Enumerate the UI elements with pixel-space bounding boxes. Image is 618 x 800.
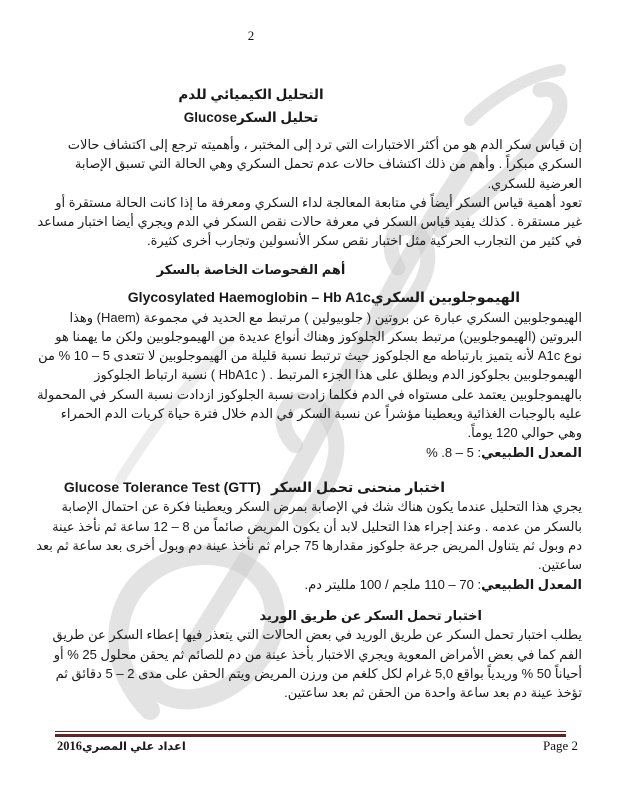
normal-range-label: المعدل الطبيعي: [481, 576, 582, 592]
footer-divider: [55, 731, 566, 737]
document-subtitle: [36, 110, 466, 126]
hba1c-normal-range: [36, 443, 582, 462]
subtitle-arabic: تحليل السكر: [236, 110, 319, 125]
footer-author: اعداد علي المصري: [82, 741, 186, 753]
gtt-heading-english: Glucose Tolerance Test (GTT): [63, 478, 261, 495]
intro-paragraph-1: إن قياس سكر الدم هو من أكثر الاختبارات التي ترد إلى المختبر ، وأهميته ترجع إلى اكتشاف حالات السكري مبكراً . وأهم من ذلك اكتشاف حالات عدم تحمل السكري وهي الحالة التي تسبق الإصابة العرضية للسكري.: [67, 137, 582, 191]
footer-author-block: [55, 739, 200, 754]
hba1c-heading-english: Glycosylated Haemoglobin – Hb A1c: [127, 289, 371, 306]
section-heading-hba1c: [36, 288, 582, 308]
section-heading-main-tests: أهم الفحوصات الخاصة بالسكر: [156, 261, 346, 277]
gtt-heading-arabic: اختبار منحنى تحمل السكر: [270, 478, 445, 495]
section-heading-iv-test: اختبار تحمل السكر عن طريق الوريد: [259, 607, 482, 623]
normal-range-value: : 70 – 110 ملجم / 100 ملليتر دم.: [304, 576, 482, 592]
footer-page-label: Page 2: [542, 738, 578, 753]
normal-range-label: المعدل الطبيعي: [481, 444, 582, 460]
iv-paragraph: يطلب اختبار تحمل السكر عن طريق الوريد في بعض الحالات التي يتعذر فيها إعطاء السكر عن طريق الفم كما في بعض الأمراض المعوية ويجري الاختبار بأخذ عينة من دم للصائم ثم يحقن محلول 25 % أو أحياناً 50 % وريدياً بواقع 5,0 غرام لكل كلغم من ورزن المريض ويتم الحقن على مدى 2 – 5 دقائق ثم تؤخذ عينة دم بعد ساعة واحدة من الحقن ثم بعد ساعتين.: [52, 627, 582, 701]
document-title: التحليل الكيميائي للدم: [178, 87, 324, 102]
subtitle-english: Glucose: [183, 110, 237, 125]
section-heading-gtt: [36, 478, 582, 498]
intro-paragraph-2: تعود أهمية قياس السكر أيضاً في متابعة المعالجة لداء السكري ومعرفة ما إذا كانت الحالة مستقرة أو غير مستقرة . كذلك يفيد قياس السكر في معرفة حالات نقص السكر في الدم ويجري أيضا اختبار مساعد في كثير من التجارب الحركية مثل اختبار نقص سكر الأنسولين وتجارب أخرى كثيرة.: [37, 194, 582, 249]
gtt-paragraph: يجري هذا التحليل عندما يكون هناك شك في الإصابة بمرض السكر ويعطينا فكرة عن احتمال الإصابة بالسكر من عدمه . وعند إجراء هذا التحليل لابد أن يكون المريض صائماً من 8 – 12 ساعة ثم نأخذ عينة دم وبول ثم يتناول المريض جرعة جلوكوز مقدارها 75 جرام ثم نأخذ عينة دم وبول أخرى بعد ساعة ثم بعد ساعتين.: [36, 499, 582, 573]
hba1c-heading-arabic: الهيموجلوبين السكري: [370, 289, 520, 306]
document-body: [36, 135, 582, 703]
hba1c-paragraph: الهيموجلوبين السكري عبارة عن بروتين ( جلوبيولين ) مرتبط مع الحديد في مجموعة (Haem) وهذا البروتين (الهيموجلوبين) مرتبط بسكر الجلوكوز وهناك أنواع عديدة من الهيموجلوبين ولكن ما يهمنا هو نوع A1c لأنه يتميز بارتباطه مع الجلوكوز حيث ترتبط نسبة قليلة من الهيموجلوبين لا تتعدى 5 – 10 % من الهيموجلوبين بجلوكوز الدم ويطلق على هذا الجزء المرتبط . ( HbA1c ) نسبة ارتباط الجلوكوز بالهيموجلوبين يعتمد على مستواه في الدم فكلما زادت نسبة الجلوكوز ازدادت نسبة السكر في المحمولة عليه بالوجبات الغذائية ويعطينا مؤشراً عن نسبة السكر في الدم خلال فترة حياة كريات الدم الحمراء وهي حوالي 120 يوماً.: [37, 309, 582, 441]
normal-range-value: : 5 – 8. %: [426, 444, 482, 460]
header-page-number: 2: [247, 28, 255, 43]
gtt-normal-range: [36, 575, 582, 594]
footer-year: 2016: [57, 739, 82, 753]
